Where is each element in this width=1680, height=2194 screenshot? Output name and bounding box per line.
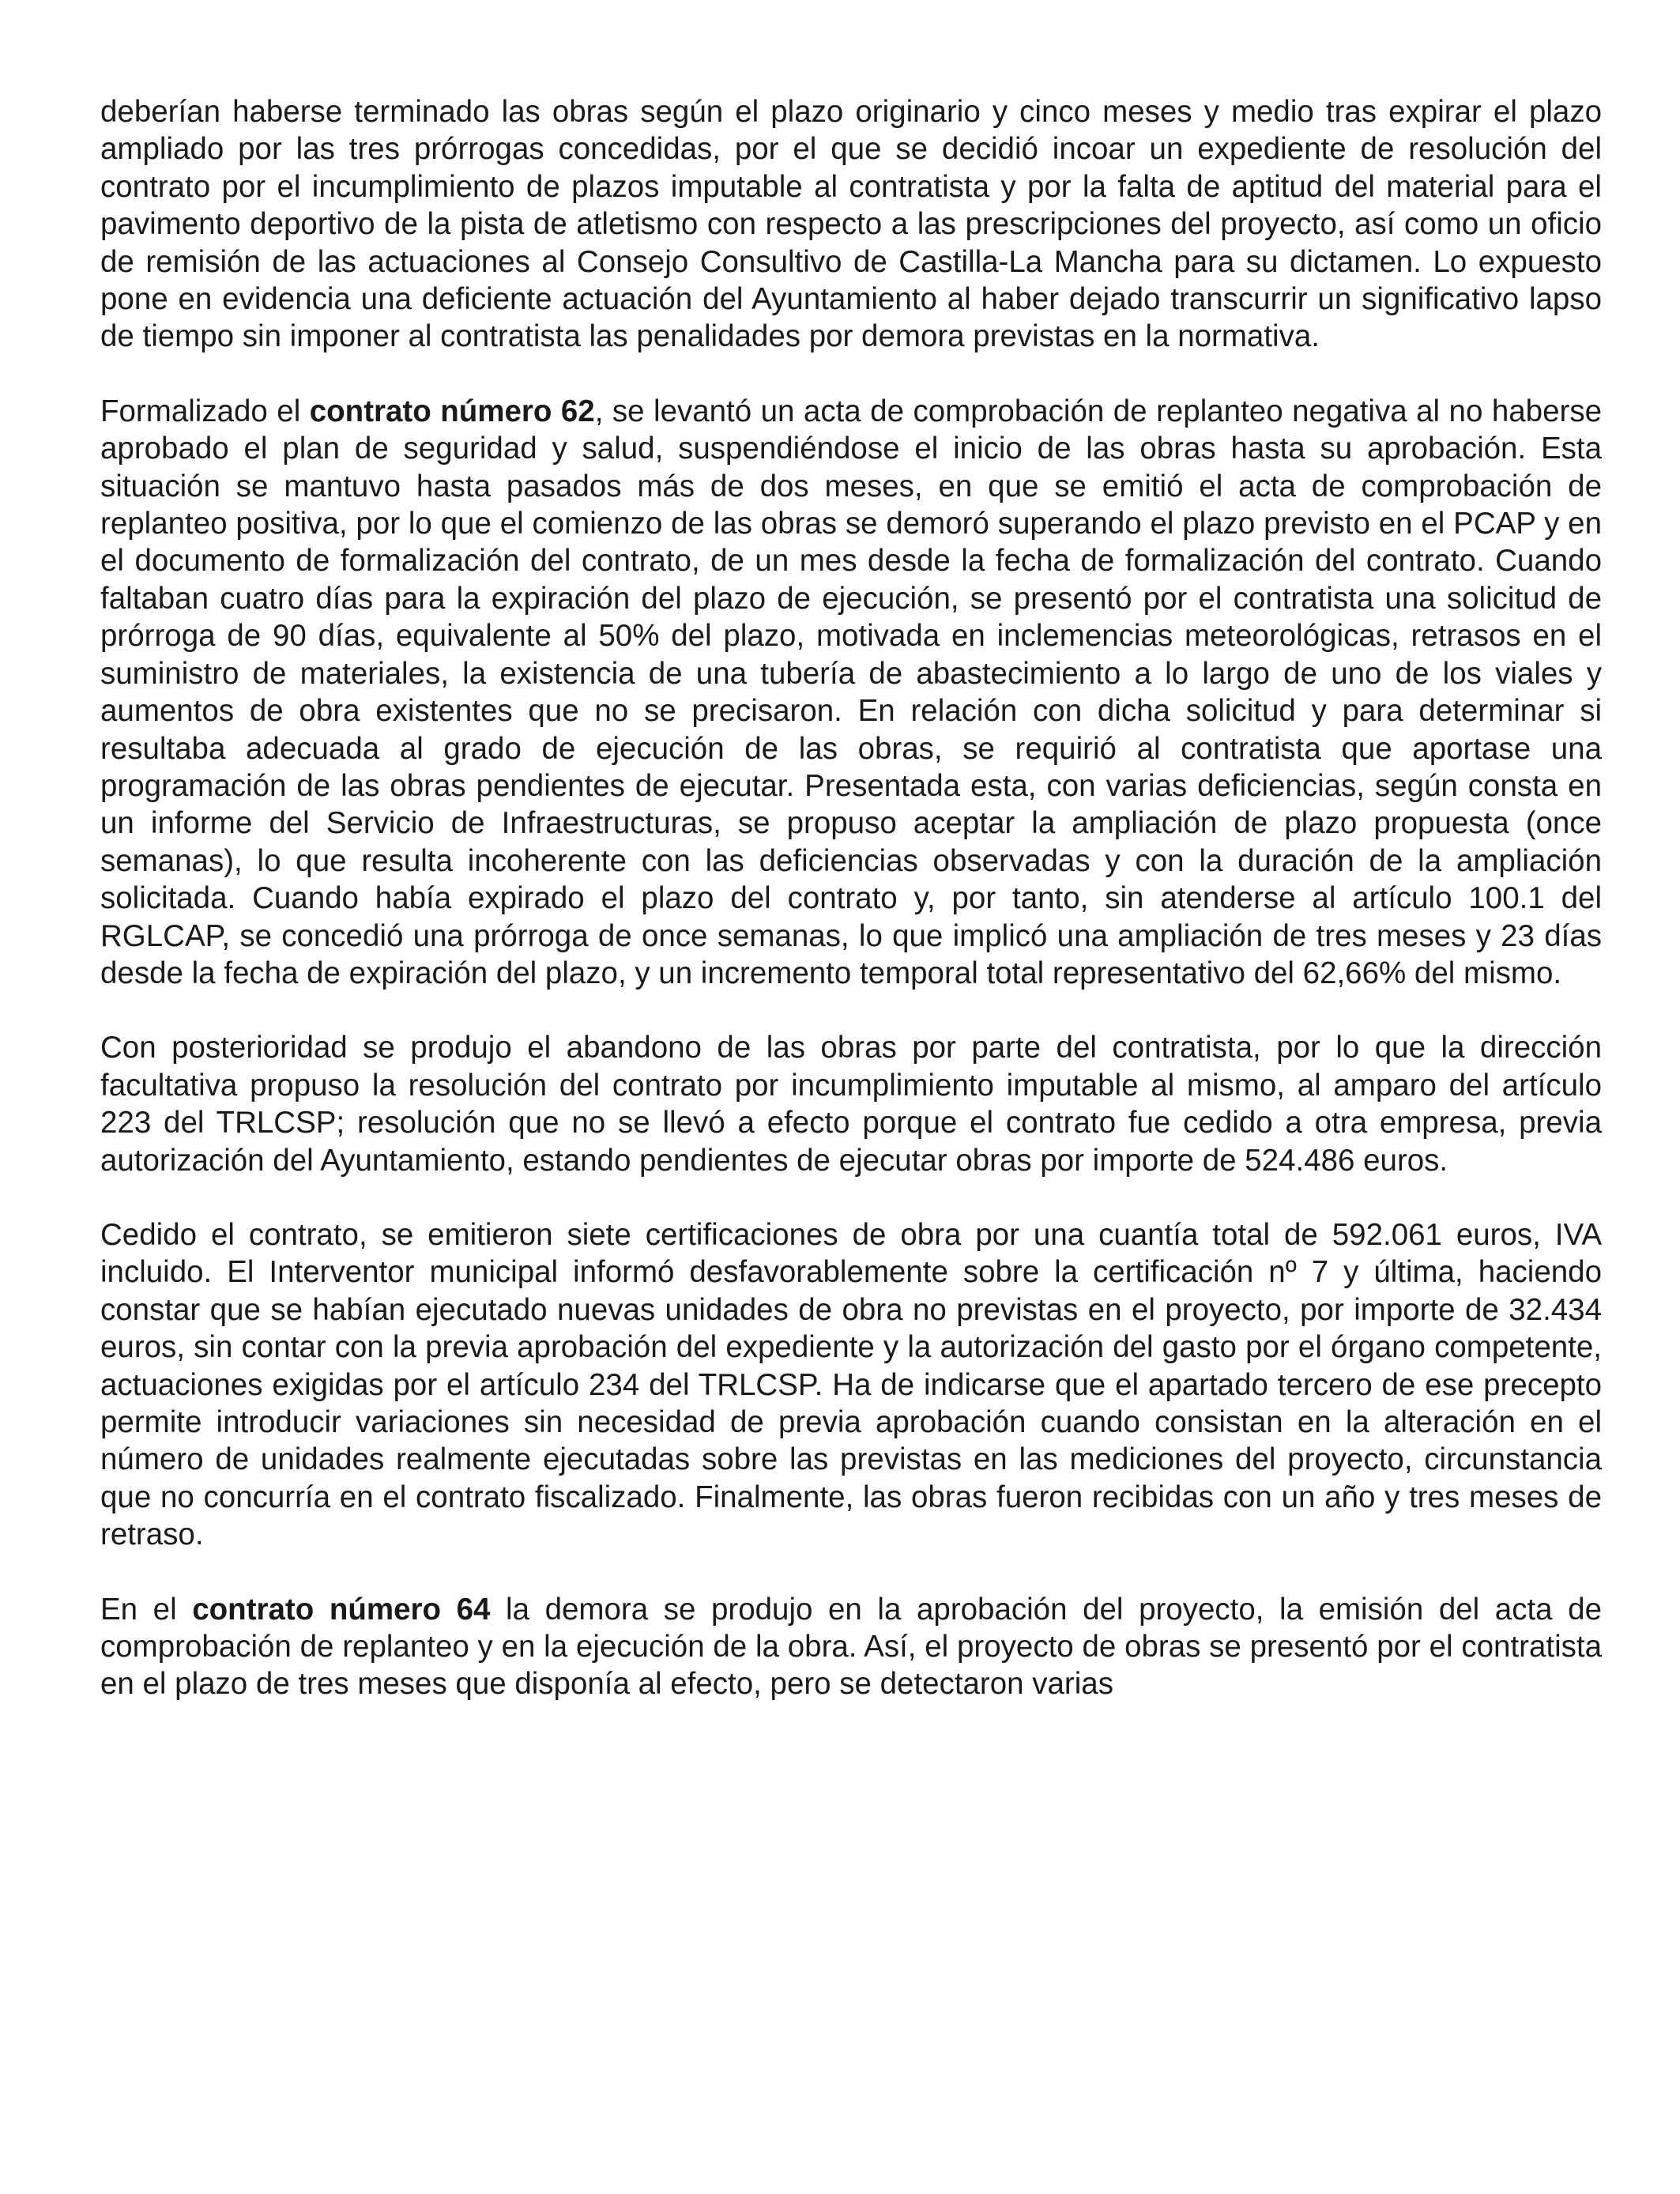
paragraph-5-text-rest: la demora se produjo en la aprobación del proyecto, la emisión del acta de comprobación de replanteo y en la ejecución de la obra. Así, el proyecto de obras se presentó por el contratista en el plazo de tres meses que disponía al efecto, pero se detectaron varias <box>100 1592 1602 1702</box>
paragraph-3-text: Con posterioridad se produjo el abandono de las obras por parte del contratista, por lo que la dirección facultativa propuso la resolución del contrato por incumplimiento imputable al mismo, al amparo del artículo 223 del TRLCSP; resolución que no se llevó a efecto porque el contrato fue cedido a otra empresa, previa autorización del Ayuntamiento, estando pendientes de ejecutar obras por importe de 524.486 euros. <box>100 1031 1602 1178</box>
paragraph-2-text-rest: , se levantó un acta de comprobación de replanteo negativa al no haberse aprobado el plan de seguridad y salud, suspendiéndose el inicio de las obras hasta su aprobación. Esta situación se mantuvo hasta pasados más de dos meses, en que se emitió el acta de comprobación de replanteo positiva, por lo que el comienzo de las obras se demoró superando el plazo previsto en el PCAP y en el documento de formalización del contrato, de un mes desde la fecha de formalización del contrato. Cuando faltaban cuatro días para la expiración del plazo de ejecución, se presentó por el contratista una solicitud de prórroga de 90 días, equivalente al 50% del plazo, motivada en inclemencias meteorológicas, retrasos en el suministro de materiales, la existencia de una tubería de abastecimiento a lo largo de uno de los viales y aumentos de obra existentes que no se precisaron. En relación con dicha solicitud y para determinar si resultaba adecuada al grado de ejecución de las obras, se requirió al contratista que aportase una programación de las obras pendientes de ejecutar. Presentada esta, con varias deficiencias, según consta en un informe del Servicio de Infraestructuras, se propuso aceptar la ampliación de plazo propuesta (once semanas), lo que resulta incoherente con las deficiencias observadas y con la duración de la ampliación solicitada. Cuando había expirado el plazo del contrato y, por tanto, sin atenderse al artículo 100.1 del RGLCAP, se concedió una prórroga de once semanas, lo que implicó una ampliación de tres meses y 23 días desde la fecha de expiración del plazo, y un incremento temporal total representativo del 62,66% del mismo. <box>100 394 1602 990</box>
paragraph-1 <box>100 93 1602 356</box>
paragraph-5-text-start: En el <box>100 1592 193 1627</box>
paragraph-1-text: deberían haberse terminado las obras según el plazo originario y cinco meses y medio tras expirar el plazo ampliado por las tres prórrogas concedidas, por el que se decidió incoar un expediente de resolución del contrato por el incumplimiento de plazos imputable al contratista y por la falta de aptitud del material para el pavimento deportivo de la pista de atletismo con respecto a las prescripciones del proyecto, así como un oficio de remisión de las actuaciones al Consejo Consultivo de Castilla-La Mancha para su dictamen. Lo expuesto pone en evidencia una deficiente actuación del Ayuntamiento al haber dejado transcurrir un significativo lapso de tiempo sin imponer al contratista las penalidades por demora previstas en la normativa. <box>100 95 1602 354</box>
paragraph-2 <box>100 393 1602 993</box>
document-page <box>100 93 1602 1703</box>
paragraph-2-text-start: Formalizado el <box>100 394 310 428</box>
paragraph-4 <box>100 1216 1602 1554</box>
paragraph-4-text: Cedido el contrato, se emitieron siete certificaciones de obra por una cuantía total de 592.061 euros, IVA incluido. El Interventor municipal informó desfavorablemente sobre la certificación nº 7 y última, haciendo constar que se habían ejecutado nuevas unidades de obra no previstas en el proyecto, por importe de 32.434 euros, sin contar con la previa aprobación del expediente y la autorización del gasto por el órgano competente, actuaciones exigidas por el artículo 234 del TRLCSP. Ha de indicarse que el apartado tercero de ese precepto permite introducir variaciones sin necesidad de previa aprobación cuando consistan en la alteración en el número de unidades realmente ejecutadas sobre las previstas en las mediciones del proyecto, circunstancia que no concurría en el contrato fiscalizado. Finalmente, las obras fueron recibidas con un año y tres meses de retraso. <box>100 1217 1602 1552</box>
paragraph-5 <box>100 1591 1602 1703</box>
paragraph-3 <box>100 1029 1602 1179</box>
contract-64-label: contrato número 64 <box>192 1592 491 1627</box>
contract-62-label: contrato número 62 <box>309 394 595 428</box>
